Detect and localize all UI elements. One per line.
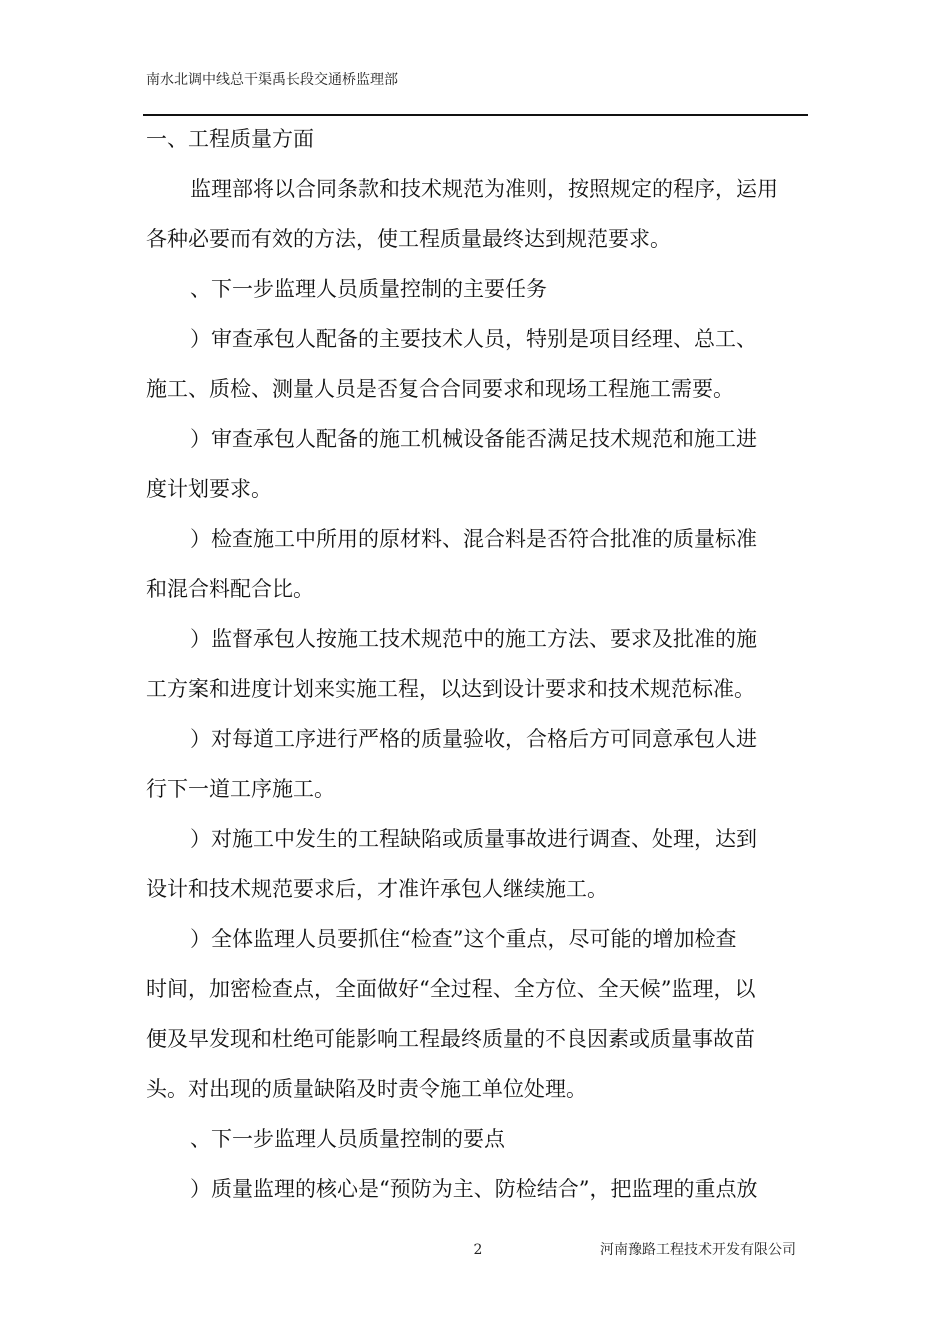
list-item-line: 头。对出现的质量缺陷及时责令施工单位处理。 [146, 1077, 587, 1101]
list-item-line: 工方案和进度计划来实施工程，以达到设计要求和技术规范标准。 [146, 677, 755, 701]
list-item-line: ）质量监理的核心是“预防为主、防检结合”，把监理的重点放 [190, 1177, 758, 1201]
list-item-line: 设计和技术规范要求后，才准许承包人继续施工。 [146, 877, 608, 901]
subsection-heading: 、下一步监理人员质量控制的主要任务 [190, 277, 547, 301]
subsection-heading: 、下一步监理人员质量控制的要点 [190, 1127, 505, 1151]
list-item-line: ）审查承包人配备的主要技术人员，特别是项目经理、总工、 [190, 327, 757, 351]
document-body [146, 114, 810, 1214]
page-number: 2 [473, 1242, 483, 1258]
section-heading: 一、工程质量方面 [146, 127, 314, 151]
header-title: 南水北调中线总干渠禹长段交通桥监理部 [146, 72, 398, 88]
list-item-line: ）全体监理人员要抓住“检查”这个重点，尽可能的增加检查 [190, 927, 737, 951]
list-item-line: 行下一道工序施工。 [146, 777, 335, 801]
list-item-line: 便及早发现和杜绝可能影响工程最终质量的不良因素或质量事故苗 [146, 1027, 755, 1051]
paragraph-line: 监理部将以合同条款和技术规范为准则，按照规定的程序，运用 [190, 177, 778, 201]
list-item-line: 施工、质检、测量人员是否复合合同要求和现场工程施工需要。 [146, 377, 734, 401]
list-item-line: 度计划要求。 [146, 477, 272, 501]
list-item-line: 时间，加密检查点，全面做好“全过程、全方位、全天候”监理，以 [146, 977, 756, 1001]
list-item-line: ）监督承包人按施工技术规范中的施工方法、要求及批准的施 [190, 627, 757, 651]
footer-company: 河南豫路工程技术开发有限公司 [600, 1242, 796, 1258]
list-item-line: ）对施工中发生的工程缺陷或质量事故进行调查、处理，达到 [190, 827, 757, 851]
list-item-line: ）对每道工序进行严格的质量验收，合格后方可同意承包人进 [190, 727, 757, 751]
list-item-line: 和混合料配合比。 [146, 577, 314, 601]
list-item-line: ）检查施工中所用的原材料、混合料是否符合批准的质量标准 [190, 527, 757, 551]
list-item-line: ）审查承包人配备的施工机械设备能否满足技术规范和施工进 [190, 427, 757, 451]
paragraph-line: 各种必要而有效的方法，使工程质量最终达到规范要求。 [146, 227, 671, 251]
